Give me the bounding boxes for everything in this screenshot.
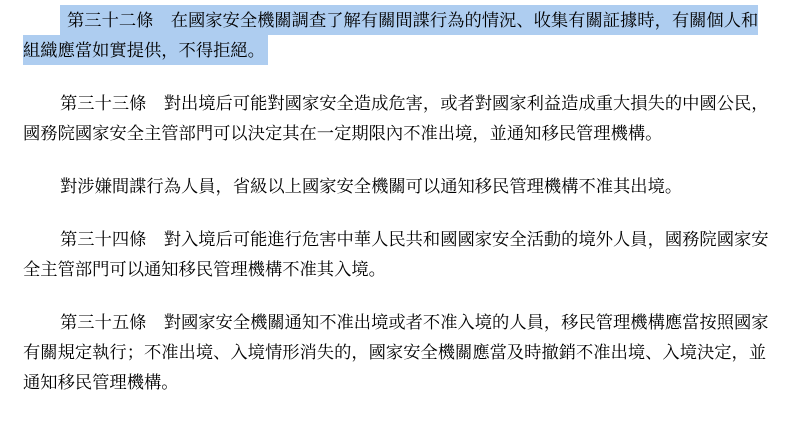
- paragraph-article-33-clause-2: 對涉嫌間諜行為人員，省級以上國家安全機關可以通知移民管理機構不准其出境。: [60, 176, 683, 196]
- paragraph-article-33: 第三十三條 對出境后可能對國家安全造成危害，或者對國家利益造成重大損失的中國公民，國務院國家安全主管部門可以決定其在一定期限內不准出境，並通知移民管理機構。: [23, 93, 769, 143]
- paragraph-article-32: [23, 5, 775, 65]
- text-selection-highlight: 第三十二條 在國家安全機關調查了解有關間諜行為的情況、收集有關証據時，有關個人和組織應當如實提供，不得拒絕。: [23, 5, 758, 65]
- paragraph-article-34: 第三十四條 對入境后可能進行危害中華人民共和國國家安全活動的境外人員，國務院國家安全主管部門可以通知移民管理機構不准其入境。: [23, 229, 769, 279]
- paragraph-article-35: 第三十五條 對國家安全機關通知不准出境或者不准入境的人員，移民管理機構應當按照國家有關規定執行；不准出境、入境情形消失的，國家安全機關應當及時撤銷不准出境、入境決定，並通知移民管理機構。: [23, 312, 769, 392]
